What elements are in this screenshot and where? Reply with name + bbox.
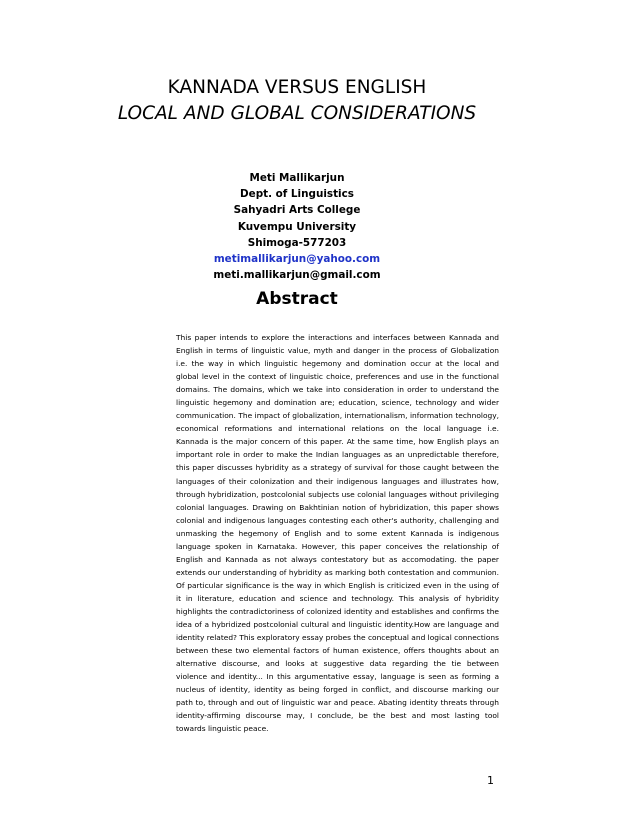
paper-title-line-2: LOCAL AND GLOBAL CONSIDERATIONS <box>117 103 477 124</box>
author-name: Meti Mallikarjun <box>249 172 345 184</box>
page-number: 1 <box>487 774 494 787</box>
author-email-link[interactable]: metimallikarjun@yahoo.com <box>213 253 381 266</box>
paper-title-line-1: KANNADA VERSUS ENGLISH <box>167 77 427 98</box>
author-department: Dept. of Linguistics <box>240 188 354 201</box>
abstract-text: This paper intends to explore the interactions and interfaces between Kannada and English in terms of linguistic value, myth and danger in the process of Globalization i.e. the way in which linguistic hegemony and domination occur at the local and global level in the context of linguistic choice, preferences and use in the functional domains. The domains, which we take into consideration in order to understand the linguistic hegemony and domination are; education, science, technology and wider communication. The impact of globalization, internationalism, information technology, economical reformations and international relations on the local language i.e. Kannada is the major concern of this paper. At the same time, how English plays an important role in order to make the Indian languages as an unpredictable therefore, this paper discusses hybridity as a strategy of survival for those caught between the languages of their colonization and their indigenous languages and illustrates how, through hybridization, postcolonial subjects use colonial languages without privileging colonial languages. Drawing on Bakhtinian notion of hybridization, this paper shows colonial and indigenous languages contesting each other's authority, challenging and unmasking the hegemony of English and to some extent Kannada is indigenous language spoken in Karnataka. However, this paper conceives the relationship of English and Kannada as not always contestatory but as accomodating. the paper extends our understanding of hybridity as marking both contestation and communion. Of particular significance is the way in which English is criticized even in the using of it in literature, education and science and technology. This analysis of hybridity highlights the contradictoriness of colonized identity and establishes and confirms the idea of a hybridized postcolonial cultural and linguistic identity.How are language and identity related? This exploratory essay probes the conceptual and logical connections between these two elemental factors of human existence, offers thoughts about an alternative discourse, and looks at suggestive data regarding the tie between violence and identity... In this argumentative essay, language is seen as forming a nucleus of identity, identity as being forged in conflict, and discourse marking our path to, through and out of linguistic war and peace. Abating identity threats through identity-affirming discourse may, I conclude, be the best and most lasting tool towards linguistic peace. <box>176 333 499 734</box>
author-college: Sahyadri Arts College <box>233 204 361 217</box>
author-university: Kuvempu University <box>237 220 357 233</box>
author-email-secondary: meti.mallikarjun@gmail.com <box>213 269 381 282</box>
author-block <box>0 170 594 283</box>
author-city: Shimoga-577203 <box>247 236 347 249</box>
abstract-heading: Abstract <box>256 289 338 309</box>
